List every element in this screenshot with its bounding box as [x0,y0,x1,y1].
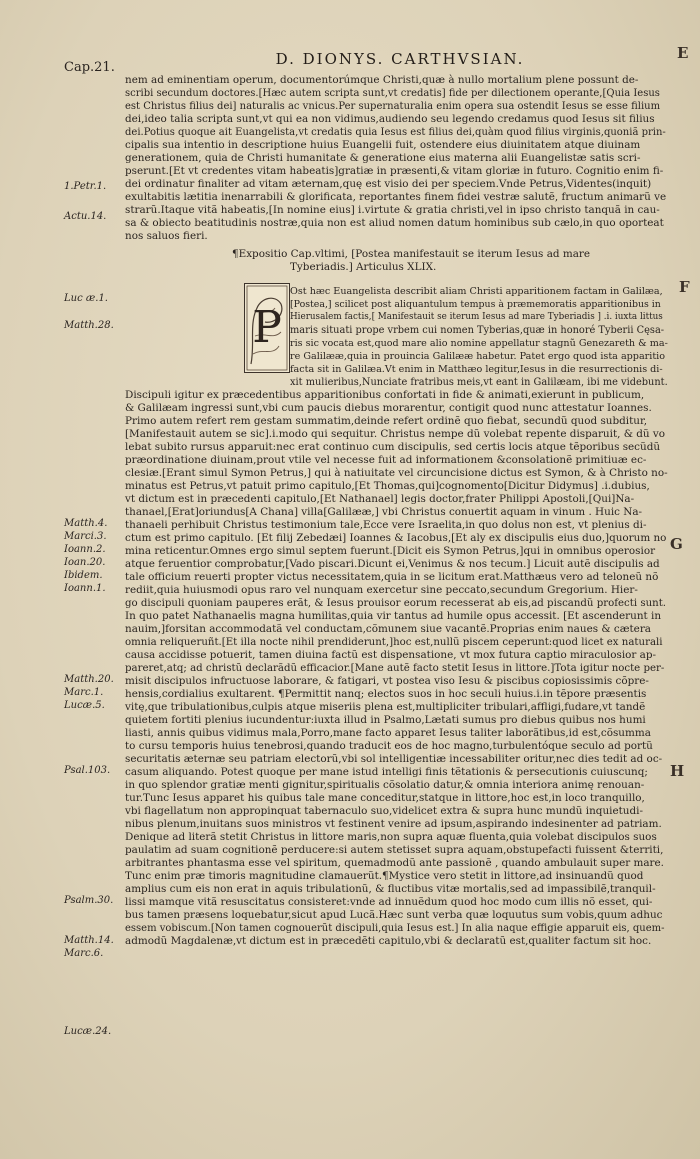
text-line: thanael,[Erat]oriundus[A Chana] villa[Galilææ,] vbi Christus conuertit aquam in vinum . Huic Na- [125,506,643,518]
text-line: exultabitis lætitia inenarrabili & glorificata, reportantes finem fidei vestræ salutẽ, fructum animarũ ve [125,191,667,203]
margin-note: Actu.14. [64,211,107,222]
margin-note: 1.Petr.1. [64,181,107,192]
margin-note: Lucæ.24. [64,1026,112,1037]
text-line: pserunt.[Et vt credentes vitam habeatis]gratiæ in præsenti,& vitam gloriæ in futuro. Cognitio enim fi- [125,165,664,177]
margin-note: Ioan.20. [64,557,106,568]
text-line: misit discipulos infructuose laborare, & fatigari, vt postea viso Iesu & piscibus copiosissimis cõpre- [125,675,649,687]
margin-note: Matth.4. [64,518,108,529]
text-line: arbitrantes phantasma esse vel spiritum, quemadmodũ ante passionẽ , quando ambulauit super mare. [125,857,664,869]
text-line: Primo autem refert rem gestam summatim,deinde refert ordinẽ quo fiebat, secundũ quod subditur, [125,415,648,427]
text-line: strarũ.Itaque vitã habeatis,[In nomine eius] i.virtute & gratia christi,vel in ipso christo tanquã in cau- [125,204,660,216]
margin-note: Matth.14. [64,935,114,946]
text-line: clesiæ.[Erant simul Symon Petrus,] qui à natiuitate vel circuncisione dictus est Symon, & à Christo no- [125,467,668,479]
text-line: amplius cum eis non erat in aquis tribulationũ, & fluctibus vitæ mortalis,sed ad impassibilẽ,tranquil- [125,883,656,895]
dropcap-letter: P [252,302,282,353]
text-line: essem vobiscum.[Non tamen cognouerũt discipuli,quia Iesus est.] In alia naque effigie apparuit eis, quem- [125,923,665,934]
text-line: nauim,]forsitan accommodatã vel conductam,cõmunem siue vacantẽ.Proprias enim naues & cætera [125,623,651,635]
margin-note: Marc.6. [64,948,104,959]
text-line: casum aliquando. Potest quoque per mane istud intelligi finis tẽtationis & persecutionis cuiuscunq; [125,766,648,778]
text-line: nibus plenum,inuitans suos ministros vt festinent venire ad ipsum,aspirando indesinenter ad patriam. [125,818,662,830]
text-line: lebat subito rursus apparuit:nec erat continuo cum discipulis, sed certis locis atque tẽporibus secũdũ [125,441,661,453]
text-line: thanaeli perhibuit Christus testimonium tale,Ecce vere Israelita,in quo dolus non est, vt plenius di- [125,519,647,531]
text-line: Ost hæc Euangelista describit aliam Christi apparitionem factam in Galilæa, [290,286,663,297]
text-line: causa accidisse potuerit, tamen diuina factũ est dispensatione, vt mox futura captio miraculosior ap- [125,649,657,661]
text-line: Denique ad literã stetit Christus in littore maris,non supra aquæ fluenta,quia volebat discipulos suos [125,831,657,843]
text-line: re Galilææ,quia in prouincia Galilææ habetur. Patet ergo quod ista apparitio [290,351,666,362]
signature-mark-h: H [670,762,685,780]
text-line: Tunc enim præ timoris magnitudine clamauerũt.¶Mystice vero stetit in littore,ad insinuandũ quod [125,870,644,882]
text-line: nem ad eminentiam operum, documentorúmque Christi,quæ à nullo mortalium plene possunt de- [125,74,639,86]
text-line: mina reticentur.Omnes ergo simul septem fuerunt.[Dicit eis Symon Petrus,]qui in omnibus operosior [125,545,656,557]
text-line: vbi flagellatum non appropinquat tabernaculo suo,videlicet extra & supra hunc mundũ inquietudi- [125,805,643,817]
text-line: vt dictum est in præcedenti capitulo,[Et Nathanael] legis doctor,frater Philippi Apostoli,[Qui]Na- [125,493,635,505]
text-line: in quo splendor gratiæ menti gignitur,spiritualis cõsolatio datur,& omnia interiora animę renouan- [125,779,645,791]
text-line: quietem fortiti plenius iucundentur:iuxta illud in Psalmo,Lætati sumus pro diebus quibus nos humi [125,714,646,726]
chapter-label: Cap.21. [64,60,115,75]
text-line: dei,ideo talia scripta sunt,vt qui ea non vidimus,audiendo seu legendo credamus quod Iesus sit filius [125,113,655,125]
margin-note: Marci.3. [64,531,107,542]
text-line: cipalis sua intentio in descriptione huius Euangelii fuit, ostendere eius diuinitatem atque diuinam [125,139,641,151]
text-line: [Manifestauit autem se sic].i.modo qui sequitur. Christus nempe dũ volebat repente disparuit, & dũ vo [125,428,666,440]
margin-note: Psal.103. [64,765,111,776]
signature-mark-f: F [679,278,690,296]
margin-note: Psalm.30. [64,895,114,906]
text-line: sa & obiecto beatitudinis nostræ,quia non est aliud nomen datum hominibus sub cælo,in quo oporteat [125,217,664,229]
text-line: rediit,quia huiusmodi opus raro vel nunquam exercetur sine peccato,secundum Gregorium. Hier- [125,584,638,596]
text-line: ctum est primo capitulo. [Et filij Zebedæi] Ioannes & Iacobus,[Et aly ex discipulis eius duo,]quorum no [125,532,667,544]
text-line: facta sit in Galilæa.Vt enim in Matthæo legitur,Iesus in die resurrectionis di- [290,364,663,375]
text-line: lissi mamque vitã resuscitatus consisteret:vnde ad innuẽdum quod hoc modo cum illis nõ esset, qui- [125,896,653,908]
margin-note: Matth.28. [64,320,114,331]
text-line: scribi secundum doctores.[Hæc autem scripta sunt,vt credatis] fide per dilectionem operante,[Quia Iesus [125,88,660,99]
text-line: pareret,atq; ad christũ declarãdũ efficacior.[Mane autẽ facto stetit Iesus in littore.]Tota igitur nocte per- [125,663,665,674]
text-line: [Postea,] scilicet post aliquantulum tempus à præmemoratis apparitionibus in [290,299,661,310]
text-line: Hierusalem factis,[ Manifestauit se iterum Iesus ad mare Tyberiadis ] .i. iuxta littus [290,312,663,322]
text-line: præordinatione diuinam,prout vtile vel necesse fuit ad informationem &consolationẽ primitiuæ ec- [125,454,647,466]
margin-note: Ioann.2. [64,544,106,555]
ornamental-dropcap [244,283,290,373]
text-line: dei.Potius quoque ait Euangelista,vt credatis quia Iesus est filius dei,quàm quod filius virginis,quoniã prin- [125,127,666,138]
text-line: est Christus filius dei] naturalis ac vnicus.Per supernaturalia enim opera sua ostendit Iesus se esse filium [125,101,661,112]
text-line: tur.Tunc Iesus apparet his quibus tale mane conceditur,statque in littore,hoc est,in loco tranquillo, [125,792,645,804]
article-heading: Tyberiadis.] Articulus XLIX. [290,261,437,273]
margin-note: Marc.1. [64,687,104,698]
margin-note: Ibidem. [64,570,103,581]
text-line: go discipuli quoniam pauperes erãt, & Iesus prouisor eorum recesserat ab eis,ad piscandũ profecti sunt. [125,598,667,609]
dropcap-ornament-icon [245,284,289,372]
text-line: paulatim ad suam cognitionẽ perducere:si autem stetisset supra aquam,obstupefacti fuissent &territi, [125,844,664,856]
text-line: dei ordinatur finaliter ad vitam æternam,quę est visio dei per speciem.Vnde Petrus,Videntes(inquit) [125,178,652,190]
text-line: tale officium reuerti propter victus necessitatem,quia in se licitum erat.Matthæus vero ad teloneũ nõ [125,571,659,583]
margin-note: Lucæ.5. [64,700,105,711]
text-line: In quo patet Nathanaelis magna humilitas,quia vir tantus ad humile opus accessit. [Et ascenderunt in [125,610,662,622]
text-line: hensis,cordialius exultarent. ¶Permittit nanq; electos suos in hoc seculi huius.i.in tẽpore præsentis [125,688,647,700]
text-line: vitę,que tribulationibus,culpis atque miseriis plena est,multipliciter tribulari,affligi,fudare,vt tandẽ [125,701,646,713]
text-line: to cursu temporis huius tenebrosi,quando traducit eos de hoc magno,turbulentóque seculo ad portũ [125,740,653,752]
margin-note: Luc æ.1. [64,293,108,304]
text-line: xit mulieribus,Nunciate fratribus meis,vt eant in Galilæam, ibi me videbunt. [290,377,668,388]
article-heading: ¶Expositio Cap.vltimi, [Postea manifestauit se iterum Iesus ad mare [232,248,591,260]
running-head: D. DIONYS. CARTHVSIAN. [275,50,525,68]
text-line: minatus est Petrus,vt patuit primo capitulo,[Et Thomas,qui]cognomento[Dicitur Didymus] .i.dubius, [125,480,650,492]
signature-mark-e: E [677,44,689,62]
margin-note: Ioann.1. [64,583,106,594]
text-line: omnia reliqueruñt.[Et illa nocte nihil prendiderunt,]hoc est,nullũ piscem ceperunt:quod licet ex naturali [125,637,663,648]
text-line: liasti, annis quibus vidimus mala,Porro,mane facto apparet Iesus taliter laborãtibus,id est,cõsumma [125,727,651,739]
margin-note: Matth.20. [64,674,114,685]
text-line: nos saluos fieri. [125,230,208,242]
text-line: ris sic vocata est,quod mare alio nomine appellatur stagnũ Genezareth & ma- [290,338,668,349]
text-line: bus tamen præsens loquebatur,sicut apud Lucã.Hæc sunt verba quæ loquutus sum vobis,quum adhuc [125,909,663,921]
text-line: atque feruentior comprobatur,[Vado piscari.Dicunt ei,Venimus & nos tecum.] Licuit autẽ discipulis ad [125,558,660,570]
text-line: admodũ Magdalenæ,vt dictum est in præcedẽti capitulo,vbi & declaratũ est,qualiter factum sit hoc. [125,935,652,947]
text-line: generationem, quia de Christi humanitate & generatione eius materna alii Euangelistæ satis scri- [125,152,641,164]
text-line: & Galilæam ingressi sunt,vbi cum paucis diebus morarentur, contigit quod nunc attestatur Ioannes. [125,402,652,414]
text-line: securitatis æternæ seu patriam electorũ,vbi sol intelligentiæ incessabiliter oritur,nec dies tedit ad oc- [125,753,663,765]
signature-mark-g: G [670,535,683,553]
text-line: maris situati prope vrbem cui nomen Tyberias,quæ in honoré Tyberii Cęsa- [290,325,665,336]
text-line: Discipuli igitur ex præcedentibus apparitionibus confortati in fide & animati,exierunt in publicum, [125,389,645,401]
